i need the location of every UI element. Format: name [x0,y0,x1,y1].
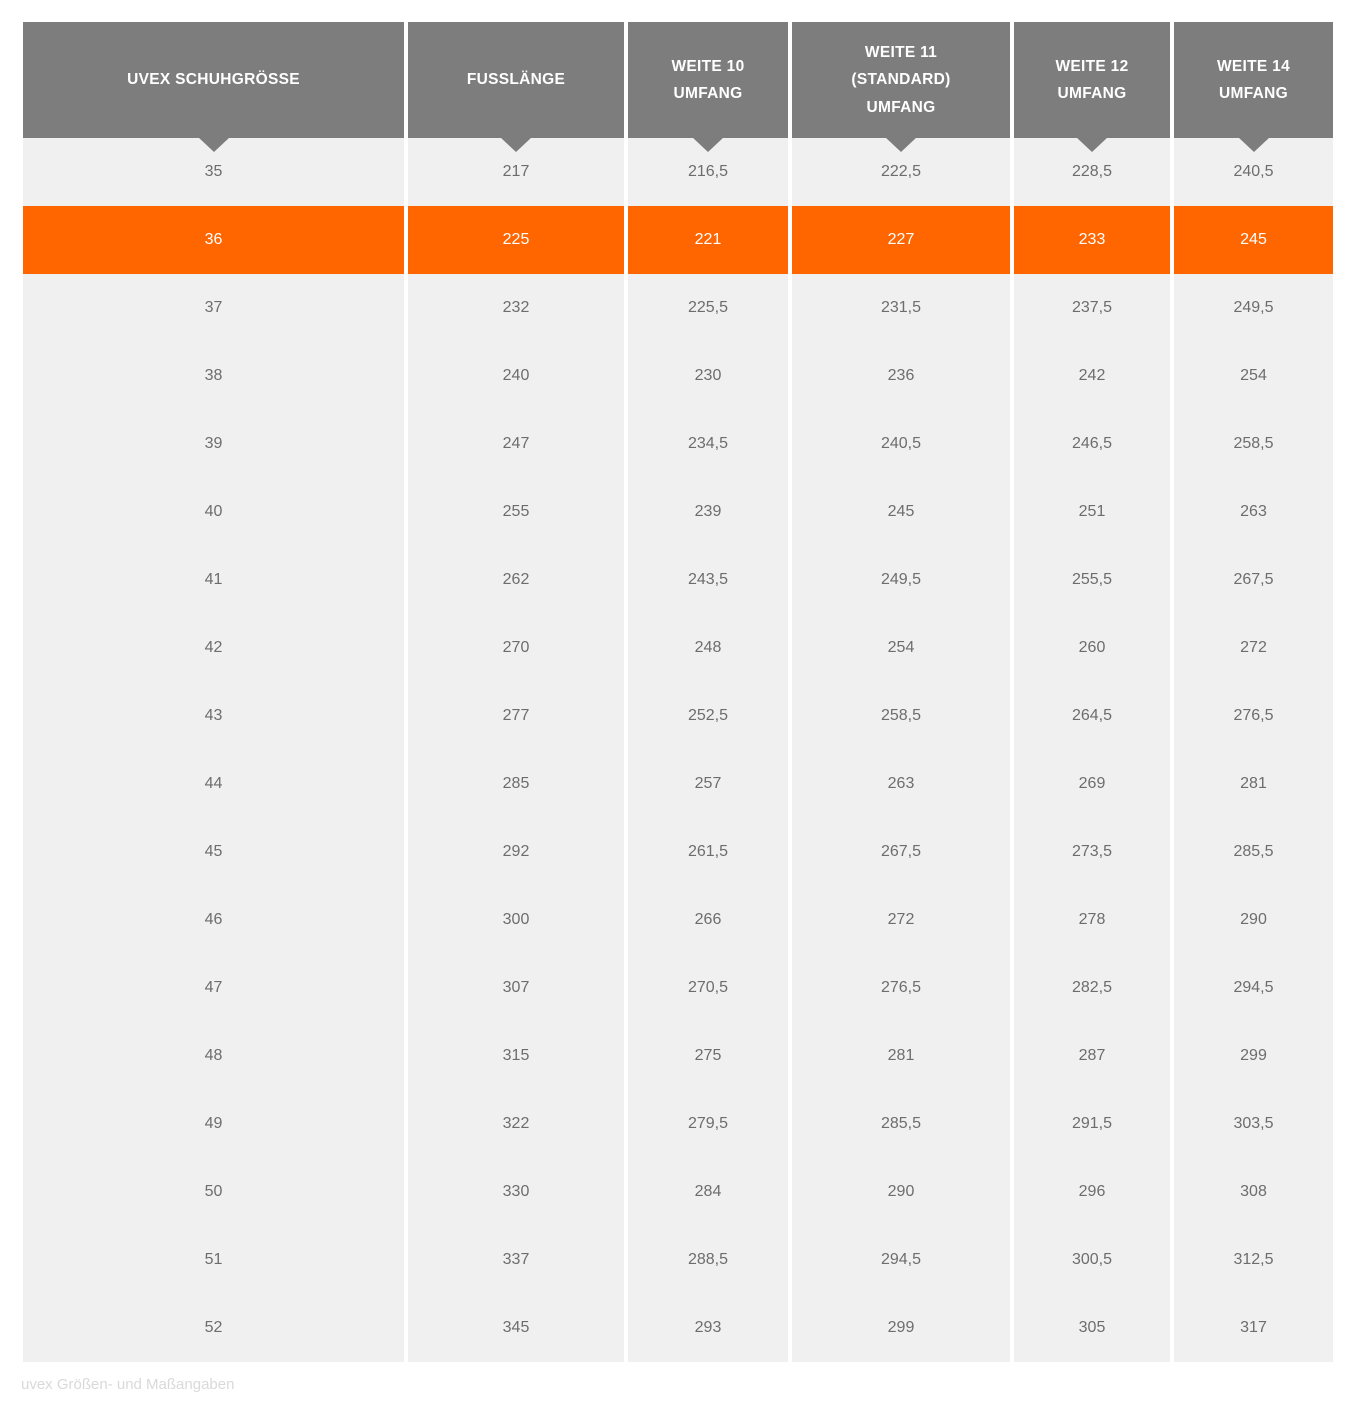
table-cell: 300,5 [1014,1226,1170,1294]
table-cell: 248 [628,614,788,682]
table-cell: 50 [23,1158,404,1226]
table-cell: 322 [408,1090,624,1158]
table-cell: 272 [1174,614,1333,682]
table-cell: 345 [408,1294,624,1362]
table-row[interactable] [23,614,1333,682]
table-cell: 42 [23,614,404,682]
table-cell: 279,5 [628,1090,788,1158]
table-cell: 299 [792,1294,1010,1362]
table-cell: 249,5 [792,546,1010,614]
column-header-label: WEITE 14 UMFANG [1216,57,1291,102]
table-cell: 51 [23,1226,404,1294]
column-header [1014,22,1170,138]
table-cell: 39 [23,410,404,478]
table-row[interactable] [23,478,1333,546]
table-cell: 285,5 [792,1090,1010,1158]
table-cell: 308 [1174,1158,1333,1226]
table-cell: 233 [1014,206,1170,274]
table-row[interactable] [23,954,1333,1022]
table-cell: 258,5 [1174,410,1333,478]
table-cell: 312,5 [1174,1226,1333,1294]
column-header [408,22,624,138]
table-row[interactable] [23,410,1333,478]
table-cell: 48 [23,1022,404,1090]
table-row[interactable] [23,1158,1333,1226]
table-cell: 221 [628,206,788,274]
column-header-label: UVEX SCHUHGRÖSSE [127,71,300,89]
table-caption: uvex Größen- und Maßangaben [21,1376,235,1393]
table-row[interactable] [23,274,1333,342]
table-cell: 239 [628,478,788,546]
table-cell: 242 [1014,342,1170,410]
column-header [792,22,1010,138]
table-cell: 41 [23,546,404,614]
table-cell: 285 [408,750,624,818]
table-cell: 284 [628,1158,788,1226]
table-cell: 270 [408,614,624,682]
table-cell: 247 [408,410,624,478]
table-cell: 262 [408,546,624,614]
table-row[interactable] [23,1226,1333,1294]
table-cell: 252,5 [628,682,788,750]
table-cell: 254 [1174,342,1333,410]
table-cell: 276,5 [1174,682,1333,750]
table-cell: 232 [408,274,624,342]
table-cell: 37 [23,274,404,342]
column-header [628,22,788,138]
table-cell: 38 [23,342,404,410]
table-cell: 287 [1014,1022,1170,1090]
table-cell: 243,5 [628,546,788,614]
table-cell: 281 [792,1022,1010,1090]
header-row [23,22,1333,138]
table-cell: 291,5 [1014,1090,1170,1158]
table-cell: 330 [408,1158,624,1226]
table-row[interactable] [23,886,1333,954]
table-cell: 227 [792,206,1010,274]
table-cell: 307 [408,954,624,1022]
table-cell: 260 [1014,614,1170,682]
table-cell: 216,5 [628,138,788,206]
table-cell: 267,5 [1174,546,1333,614]
table-cell: 246,5 [1014,410,1170,478]
table-cell: 290 [1174,886,1333,954]
table-cell: 337 [408,1226,624,1294]
table-cell: 230 [628,342,788,410]
table-cell: 294,5 [1174,954,1333,1022]
size-table [23,22,1333,1362]
table-cell: 258,5 [792,682,1010,750]
table-row[interactable] [23,750,1333,818]
table-cell: 290 [792,1158,1010,1226]
table-cell: 255,5 [1014,546,1170,614]
table-row[interactable] [23,342,1333,410]
table-cell: 236 [792,342,1010,410]
column-header-label: WEITE 12 UMFANG [1055,57,1129,102]
table-cell: 251 [1014,478,1170,546]
table-cell: 240 [408,342,624,410]
table-cell: 293 [628,1294,788,1362]
table-cell: 225 [408,206,624,274]
table-cell: 315 [408,1022,624,1090]
table-cell: 225,5 [628,274,788,342]
table-cell: 52 [23,1294,404,1362]
table-cell: 222,5 [792,138,1010,206]
table-cell: 282,5 [1014,954,1170,1022]
table-cell: 245 [792,478,1010,546]
table-cell: 261,5 [628,818,788,886]
column-header-label: WEITE 10 UMFANG [671,57,745,102]
table-cell: 263 [1174,478,1333,546]
table-cell: 269 [1014,750,1170,818]
table-cell: 45 [23,818,404,886]
table-cell: 276,5 [792,954,1010,1022]
table-cell: 317 [1174,1294,1333,1362]
column-header-label: WEITE 11 (STANDARD) UMFANG [851,44,951,116]
table-cell: 49 [23,1090,404,1158]
table-cell: 254 [792,614,1010,682]
table-cell: 294,5 [792,1226,1010,1294]
table-cell: 35 [23,138,404,206]
table-cell: 240,5 [1174,138,1333,206]
table-cell: 36 [23,206,404,274]
table-cell: 278 [1014,886,1170,954]
table-cell: 272 [792,886,1010,954]
table-cell: 264,5 [1014,682,1170,750]
table-row-highlighted[interactable] [23,206,1333,274]
table-cell: 46 [23,886,404,954]
table-cell: 255 [408,478,624,546]
table-cell: 305 [1014,1294,1170,1362]
table-cell: 275 [628,1022,788,1090]
table-row[interactable] [23,546,1333,614]
table-cell: 43 [23,682,404,750]
table-row[interactable] [23,1022,1333,1090]
table-row[interactable] [23,682,1333,750]
table-cell: 231,5 [792,274,1010,342]
table-cell: 292 [408,818,624,886]
table-cell: 234,5 [628,410,788,478]
table-cell: 267,5 [792,818,1010,886]
table-cell: 266 [628,886,788,954]
table-cell: 281 [1174,750,1333,818]
table-cell: 228,5 [1014,138,1170,206]
table-cell: 273,5 [1014,818,1170,886]
column-header [1174,22,1333,138]
table-cell: 270,5 [628,954,788,1022]
table-row[interactable] [23,1090,1333,1158]
table-cell: 299 [1174,1022,1333,1090]
table-cell: 249,5 [1174,274,1333,342]
table-cell: 285,5 [1174,818,1333,886]
table-cell: 303,5 [1174,1090,1333,1158]
table-cell: 288,5 [628,1226,788,1294]
table-cell: 47 [23,954,404,1022]
table-cell: 44 [23,750,404,818]
column-header-label: FUSSLÄNGE [466,71,566,89]
table-cell: 40 [23,478,404,546]
table-cell: 245 [1174,206,1333,274]
table-row[interactable] [23,1294,1333,1362]
table-cell: 237,5 [1014,274,1170,342]
table-cell: 217 [408,138,624,206]
table-cell: 263 [792,750,1010,818]
column-header [23,22,404,138]
table-cell: 277 [408,682,624,750]
table-row[interactable] [23,818,1333,886]
table-cell: 257 [628,750,788,818]
table-cell: 300 [408,886,624,954]
table-cell: 240,5 [792,410,1010,478]
table-cell: 296 [1014,1158,1170,1226]
